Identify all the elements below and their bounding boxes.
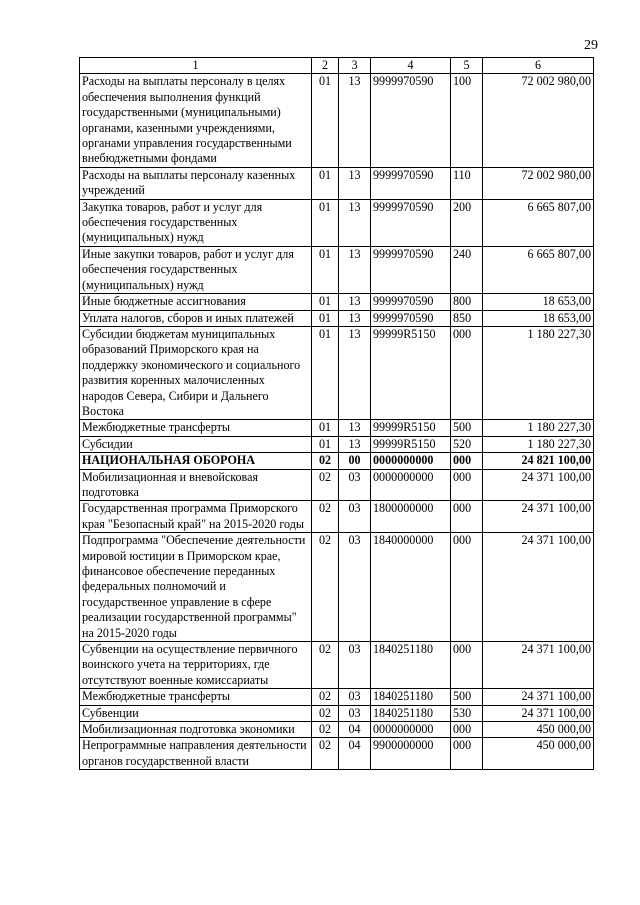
target-article-cell: 1840251180 bbox=[371, 642, 451, 689]
header-cell: 3 bbox=[339, 58, 371, 74]
section-code-cell: 02 bbox=[312, 689, 339, 705]
page-number: 29 bbox=[584, 38, 598, 53]
amount-cell: 24 371 100,00 bbox=[483, 533, 594, 642]
expense-type-cell: 000 bbox=[451, 453, 483, 469]
section-code-cell: 01 bbox=[312, 167, 339, 199]
expense-type-cell: 000 bbox=[451, 642, 483, 689]
section-code-cell: 02 bbox=[312, 642, 339, 689]
amount-cell: 24 371 100,00 bbox=[483, 469, 594, 501]
subsection-code-cell: 03 bbox=[339, 501, 371, 533]
table-row bbox=[80, 642, 594, 689]
amount-cell: 450 000,00 bbox=[483, 722, 594, 738]
table-row bbox=[80, 246, 594, 293]
amount-cell: 18 653,00 bbox=[483, 310, 594, 326]
header-cell: 6 bbox=[483, 58, 594, 74]
subsection-code-cell: 13 bbox=[339, 420, 371, 436]
row-name-cell: Межбюджетные трансферты bbox=[80, 689, 312, 705]
row-name-cell: Субсидии bbox=[80, 436, 312, 452]
section-code-cell: 01 bbox=[312, 326, 339, 419]
row-name-cell: Субвенции на осуществление первичного воинского учета на территориях, где отсутствуют военные комиссариаты bbox=[80, 642, 312, 689]
subsection-code-cell: 04 bbox=[339, 738, 371, 770]
subsection-code-cell: 13 bbox=[339, 436, 371, 452]
row-name-cell: Иные закупки товаров, работ и услуг для обеспечения государственных (муниципальных) нужд bbox=[80, 246, 312, 293]
amount-cell: 1 180 227,30 bbox=[483, 420, 594, 436]
expense-type-cell: 240 bbox=[451, 246, 483, 293]
expense-type-cell: 850 bbox=[451, 310, 483, 326]
section-code-cell: 01 bbox=[312, 74, 339, 167]
expense-type-cell: 000 bbox=[451, 501, 483, 533]
amount-cell: 72 002 980,00 bbox=[483, 74, 594, 167]
target-article-cell: 0000000000 bbox=[371, 469, 451, 501]
row-name-cell: Мобилизационная подготовка экономики bbox=[80, 722, 312, 738]
section-code-cell: 01 bbox=[312, 420, 339, 436]
expense-type-cell: 000 bbox=[451, 326, 483, 419]
row-name-cell: Расходы на выплаты персоналу казенных учреждений bbox=[80, 167, 312, 199]
table-row bbox=[80, 420, 594, 436]
target-article-cell: 9999970590 bbox=[371, 310, 451, 326]
target-article-cell: 1840251180 bbox=[371, 689, 451, 705]
table-row bbox=[80, 738, 594, 770]
target-article-cell: 99999R5150 bbox=[371, 436, 451, 452]
target-article-cell: 0000000000 bbox=[371, 722, 451, 738]
section-code-cell: 01 bbox=[312, 436, 339, 452]
section-code-cell: 02 bbox=[312, 453, 339, 469]
amount-cell: 24 371 100,00 bbox=[483, 689, 594, 705]
expense-type-cell: 000 bbox=[451, 738, 483, 770]
header-cell: 2 bbox=[312, 58, 339, 74]
subsection-code-cell: 03 bbox=[339, 533, 371, 642]
row-name-cell: НАЦИОНАЛЬНАЯ ОБОРОНА bbox=[80, 453, 312, 469]
section-code-cell: 01 bbox=[312, 199, 339, 246]
expense-type-cell: 000 bbox=[451, 469, 483, 501]
amount-cell: 1 180 227,30 bbox=[483, 326, 594, 419]
amount-cell: 6 665 807,00 bbox=[483, 199, 594, 246]
target-article-cell: 9900000000 bbox=[371, 738, 451, 770]
section-code-cell: 02 bbox=[312, 722, 339, 738]
subsection-code-cell: 00 bbox=[339, 453, 371, 469]
row-name-cell: Подпрограмма "Обеспечение деятельности мировой юстиции в Приморском крае, финансовое обеспечение переданных федеральных полномочий и государственное управление в сфере реализации государственной программы" на 2015-2020 годы bbox=[80, 533, 312, 642]
target-article-cell: 9999970590 bbox=[371, 199, 451, 246]
row-name-cell: Государственная программа Приморского края "Безопасный край" на 2015-2020 годы bbox=[80, 501, 312, 533]
row-name-cell: Межбюджетные трансферты bbox=[80, 420, 312, 436]
section-code-cell: 02 bbox=[312, 533, 339, 642]
section-code-cell: 01 bbox=[312, 294, 339, 310]
amount-cell: 24 371 100,00 bbox=[483, 642, 594, 689]
target-article-cell: 99999R5150 bbox=[371, 326, 451, 419]
subsection-code-cell: 13 bbox=[339, 326, 371, 419]
expense-type-cell: 500 bbox=[451, 420, 483, 436]
subsection-code-cell: 13 bbox=[339, 74, 371, 167]
budget-table bbox=[79, 57, 594, 770]
section-code-cell: 02 bbox=[312, 738, 339, 770]
expense-type-cell: 100 bbox=[451, 74, 483, 167]
subsection-code-cell: 03 bbox=[339, 705, 371, 721]
table-row bbox=[80, 722, 594, 738]
table-row bbox=[80, 453, 594, 469]
row-name-cell: Субвенции bbox=[80, 705, 312, 721]
header-cell: 4 bbox=[371, 58, 451, 74]
table-row bbox=[80, 501, 594, 533]
row-name-cell: Непрограммные направления деятельности органов государственной власти bbox=[80, 738, 312, 770]
target-article-cell: 99999R5150 bbox=[371, 420, 451, 436]
amount-cell: 450 000,00 bbox=[483, 738, 594, 770]
expense-type-cell: 000 bbox=[451, 533, 483, 642]
table-row bbox=[80, 689, 594, 705]
amount-cell: 24 821 100,00 bbox=[483, 453, 594, 469]
table-row bbox=[80, 294, 594, 310]
expense-type-cell: 110 bbox=[451, 167, 483, 199]
expense-type-cell: 530 bbox=[451, 705, 483, 721]
expense-type-cell: 800 bbox=[451, 294, 483, 310]
section-code-cell: 01 bbox=[312, 310, 339, 326]
header-cell: 1 bbox=[80, 58, 312, 74]
row-name-cell: Иные бюджетные ассигнования bbox=[80, 294, 312, 310]
amount-cell: 1 180 227,30 bbox=[483, 436, 594, 452]
row-name-cell: Закупка товаров, работ и услуг для обеспечения государственных (муниципальных) нужд bbox=[80, 199, 312, 246]
subsection-code-cell: 04 bbox=[339, 722, 371, 738]
expense-type-cell: 200 bbox=[451, 199, 483, 246]
expense-type-cell: 500 bbox=[451, 689, 483, 705]
amount-cell: 72 002 980,00 bbox=[483, 167, 594, 199]
subsection-code-cell: 03 bbox=[339, 469, 371, 501]
table-row bbox=[80, 74, 594, 167]
subsection-code-cell: 13 bbox=[339, 199, 371, 246]
subsection-code-cell: 03 bbox=[339, 642, 371, 689]
target-article-cell: 1840000000 bbox=[371, 533, 451, 642]
table-row bbox=[80, 167, 594, 199]
amount-cell: 18 653,00 bbox=[483, 294, 594, 310]
subsection-code-cell: 13 bbox=[339, 310, 371, 326]
row-name-cell: Субсидии бюджетам муниципальных образований Приморского края на поддержку экономического и социального развития коренных малочисленных народов Севера, Сибири и Дальнего Востока bbox=[80, 326, 312, 419]
subsection-code-cell: 03 bbox=[339, 689, 371, 705]
table-row bbox=[80, 705, 594, 721]
table-row bbox=[80, 326, 594, 419]
target-article-cell: 1840251180 bbox=[371, 705, 451, 721]
row-name-cell: Уплата налогов, сборов и иных платежей bbox=[80, 310, 312, 326]
row-name-cell: Мобилизационная и вневойсковая подготовка bbox=[80, 469, 312, 501]
table-row bbox=[80, 199, 594, 246]
section-code-cell: 02 bbox=[312, 705, 339, 721]
subsection-code-cell: 13 bbox=[339, 167, 371, 199]
section-code-cell: 02 bbox=[312, 501, 339, 533]
row-name-cell: Расходы на выплаты персоналу в целях обеспечения выполнения функций государственными (муниципальными) органами, казенными учреждениями, органами управления государственными внебюджетными фондами bbox=[80, 74, 312, 167]
table-header-row bbox=[80, 58, 594, 74]
amount-cell: 24 371 100,00 bbox=[483, 705, 594, 721]
subsection-code-cell: 13 bbox=[339, 294, 371, 310]
table-body bbox=[80, 58, 594, 770]
target-article-cell: 0000000000 bbox=[371, 453, 451, 469]
subsection-code-cell: 13 bbox=[339, 246, 371, 293]
section-code-cell: 02 bbox=[312, 469, 339, 501]
target-article-cell: 9999970590 bbox=[371, 167, 451, 199]
amount-cell: 6 665 807,00 bbox=[483, 246, 594, 293]
table-row bbox=[80, 310, 594, 326]
amount-cell: 24 371 100,00 bbox=[483, 501, 594, 533]
target-article-cell: 1800000000 bbox=[371, 501, 451, 533]
header-cell: 5 bbox=[451, 58, 483, 74]
expense-type-cell: 000 bbox=[451, 722, 483, 738]
table-row bbox=[80, 469, 594, 501]
target-article-cell: 9999970590 bbox=[371, 246, 451, 293]
table-row bbox=[80, 436, 594, 452]
section-code-cell: 01 bbox=[312, 246, 339, 293]
expense-type-cell: 520 bbox=[451, 436, 483, 452]
target-article-cell: 9999970590 bbox=[371, 294, 451, 310]
target-article-cell: 9999970590 bbox=[371, 74, 451, 167]
table-row bbox=[80, 533, 594, 642]
